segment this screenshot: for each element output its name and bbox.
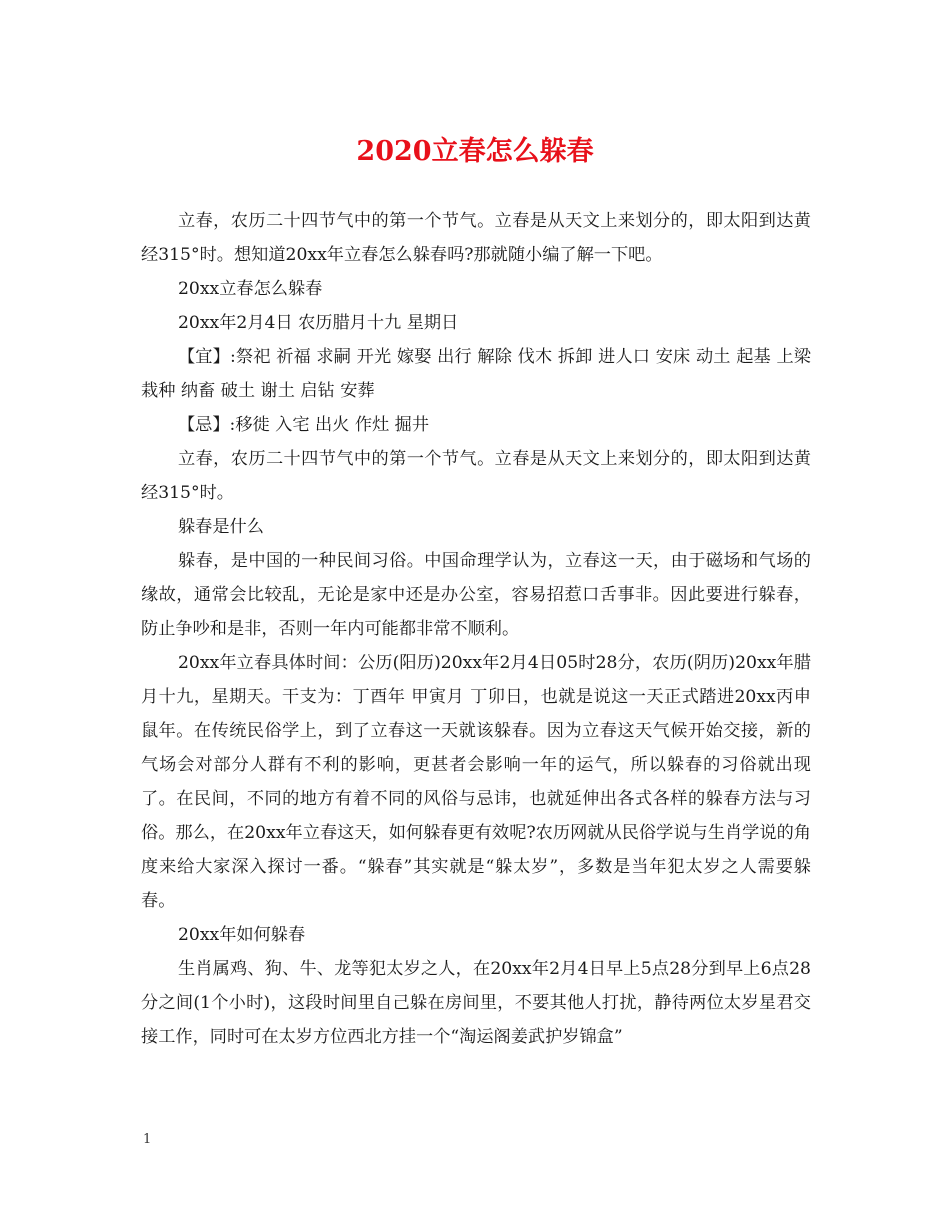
body-paragraph: 躲春，是中国的一种民间习俗。中国命理学认为，立春这一天，由于磁场和气场的缘故，通常会比较乱，无论是家中还是办公室，容易招惹口舌事非。因此要进行躲春，防止争吵和是非，否则一年内可能都非常不顺利。	[141, 551, 811, 639]
suitable-activities: 【宜】:祭祀 祈福 求嗣 开光 嫁娶 出行 解除 伐木 拆卸 进人口 安床 动土 起基 上梁 栽种 纳畜 破土 谢土 启钻 安葬	[141, 347, 811, 401]
date-line: 20xx年2月4日 农历腊月十九 星期日	[177, 313, 459, 333]
intro-paragraph: 立春，农历二十四节气中的第一个节气。立春是从天文上来划分的，即太阳到达黄经315°时。想知道20xx年立春怎么躲春吗?那就随小编了解一下吧。	[141, 211, 811, 265]
intro-repeat-paragraph: 立春，农历二十四节气中的第一个节气。立春是从天文上来划分的，即太阳到达黄经315°时。	[141, 449, 811, 503]
section-heading: 躲春是什么	[177, 517, 264, 537]
document-body	[141, 204, 811, 1054]
avoid-activities: 【忌】:移徙 入宅 出火 作灶 掘井	[177, 415, 430, 435]
page-number: 1	[143, 1132, 152, 1147]
body-paragraph: 20xx年立春具体时间：公历(阳历)20xx年2月4日05时28分，农历(阴历)20xx年腊月十九，星期天。干支为：丁酉年 甲寅月 丁卯日，也就是说这一天正式踏进20xx丙申鼠年。在传统民俗学上，到了立春这一天就该躲春。因为立春这天气候开始交接，新的气场会对部分人群有不利的影响，更甚者会影响一年的运气，所以躲春的习俗就出现了。在民间，不同的地方有着不同的风俗与忌讳，也就延伸出各式各样的躲春方法与习俗。那么，在20xx年立春这天，如何躲春更有效呢?农历网就从民俗学说与生肖学说的角度来给大家深入探讨一番。“躲春”其实就是“躲太岁”，多数是当年犯太岁之人需要躲春。	[141, 653, 811, 911]
body-paragraph: 生肖属鸡、狗、牛、龙等犯太岁之人，在20xx年2月4日早上5点28分到早上6点28分之间(1个小时)，这段时间里自己躲在房间里，不要其他人打扰，静待两位太岁星君交接工作，同时可在太岁方位西北方挂一个“淘运阁姜武护岁锦盒”	[141, 959, 811, 1047]
section-heading: 20xx年如何躲春	[177, 925, 306, 945]
section-heading: 20xx立春怎么躲春	[177, 279, 323, 299]
document-title: 2020立春怎么躲春	[356, 136, 594, 167]
